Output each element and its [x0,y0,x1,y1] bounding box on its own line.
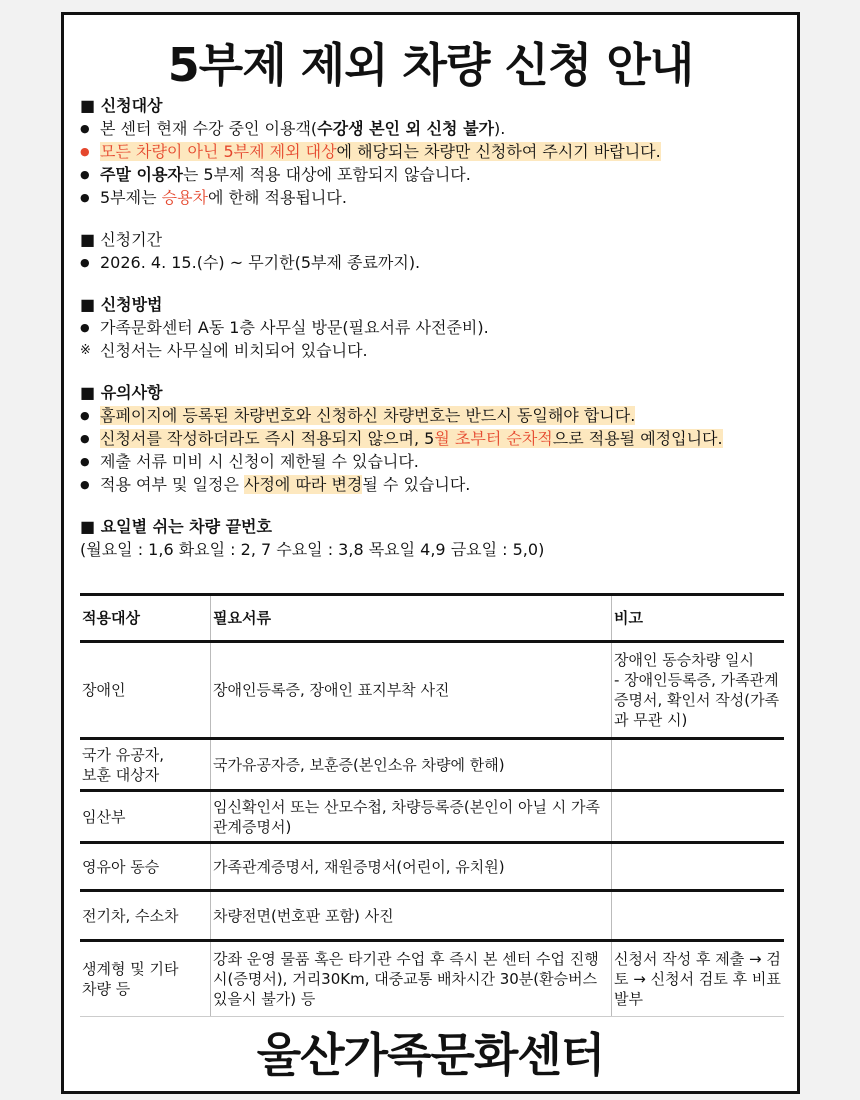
weekday-schedule: (월요일 : 1,6 화요일 : 2, 7 수요일 : 3,8 목요일 4,9 금요일 : 5,0) [80,540,545,559]
cell-note: 장애인 동승차량 일시 - 장애인등록증, 가족관계증명서, 확인서 작성(가족과 무관 시) [612,642,785,739]
list-item: ● 홈페이지에 등록된 차량번호와 신청하신 차량번호는 반드시 동일해야 합니다. [80,404,786,427]
cell-note [612,739,785,791]
cell-docs: 강좌 운영 물품 혹은 타기관 수업 후 즉시 본 센터 수업 진행 시(증명서), 거리30Km, 대중교통 배차시간 30분(환승버스 있을시 불가) 등 [211,941,612,1017]
method-list [80,316,786,362]
table-row [80,642,784,739]
table-row [80,891,784,941]
cell-target: 국가 유공자, 보훈 대상자 [80,739,211,791]
cell-note [612,791,785,843]
cell-docs: 차량전면(번호판 포함) 사진 [211,891,612,941]
section-period-heading: ■ 신청기간 [80,230,163,249]
note-item: ※ 신청서는 사무실에 비치되어 있습니다. [80,339,786,362]
list-item: ● 5부제는 승용차에 한해 적용됩니다. [80,186,786,209]
column-header: 비고 [612,595,785,642]
period-list [80,251,786,274]
table-row [80,941,784,1017]
target-list [80,117,786,209]
cell-docs: 임신확인서 또는 산모수첩, 차량등록증(본인이 아닐 시 가족관계증명서) [211,791,612,843]
list-item: ● 본 센터 현재 수강 중인 이용객(수강생 본인 외 신청 불가). [80,117,786,140]
caution-list [80,404,786,496]
list-item: ● 2026. 4. 15.(수) ~ 무기한(5부제 종료까지). [80,251,786,274]
cell-note [612,843,785,891]
cell-docs: 국가유공자증, 보훈증(본인소유 차량에 한해) [211,739,612,791]
cell-target: 영유아 동승 [80,843,211,891]
table-row [80,791,784,843]
list-item: ● 신청서를 작성하더라도 즉시 적용되지 않으며, 5월 초부터 순차적으로 적용될 예정입니다. [80,427,786,450]
section-method-heading: ■ 신청방법 [80,295,163,314]
page-title: 5부제 제외 차량 신청 안내 [167,38,694,92]
cell-docs: 가족관계증명서, 재원증명서(어린이, 유치원) [211,843,612,891]
cell-note [612,891,785,941]
cell-target: 장애인 [80,642,211,739]
column-header: 필요서류 [211,595,612,642]
list-item: ● 주말 이용자는 5부제 적용 대상에 포함되지 않습니다. [80,163,786,186]
list-item: ● 적용 여부 및 일정은 사정에 따라 변경될 수 있습니다. [80,473,786,496]
list-item: ● 가족문화센터 A동 1층 사무실 방문(필요서류 사전준비). [80,316,786,339]
section-caution-heading: ■ 유의사항 [80,383,163,402]
cell-docs: 장애인등록증, 장애인 표지부착 사진 [211,642,612,739]
notice-body [80,95,786,561]
table-row [80,739,784,791]
cell-target: 임산부 [80,791,211,843]
column-header: 적용대상 [80,595,211,642]
cell-target: 전기차, 수소차 [80,891,211,941]
section-target-heading: ■ 신청대상 [80,96,163,115]
cell-target: 생계형 및 기타 차량 등 [80,941,211,1017]
list-item: ● 모든 차량이 아닌 5부제 제외 대상에 해당되는 차량만 신청하여 주시기 바랍니다. [80,140,786,163]
notice-frame [61,12,800,1094]
organization-name: 울산가족문화센터 [256,1028,605,1082]
exemption-table [80,593,784,1017]
list-item: ● 제출 서류 미비 시 신청이 제한될 수 있습니다. [80,450,786,473]
section-schedule-heading: ■ 요일별 쉬는 차량 끝번호 [80,517,272,536]
table-header-row [80,595,784,642]
cell-note: 신청서 작성 후 제출 → 검토 → 신청서 검토 후 비표 발부 [612,941,785,1017]
table-row [80,843,784,891]
